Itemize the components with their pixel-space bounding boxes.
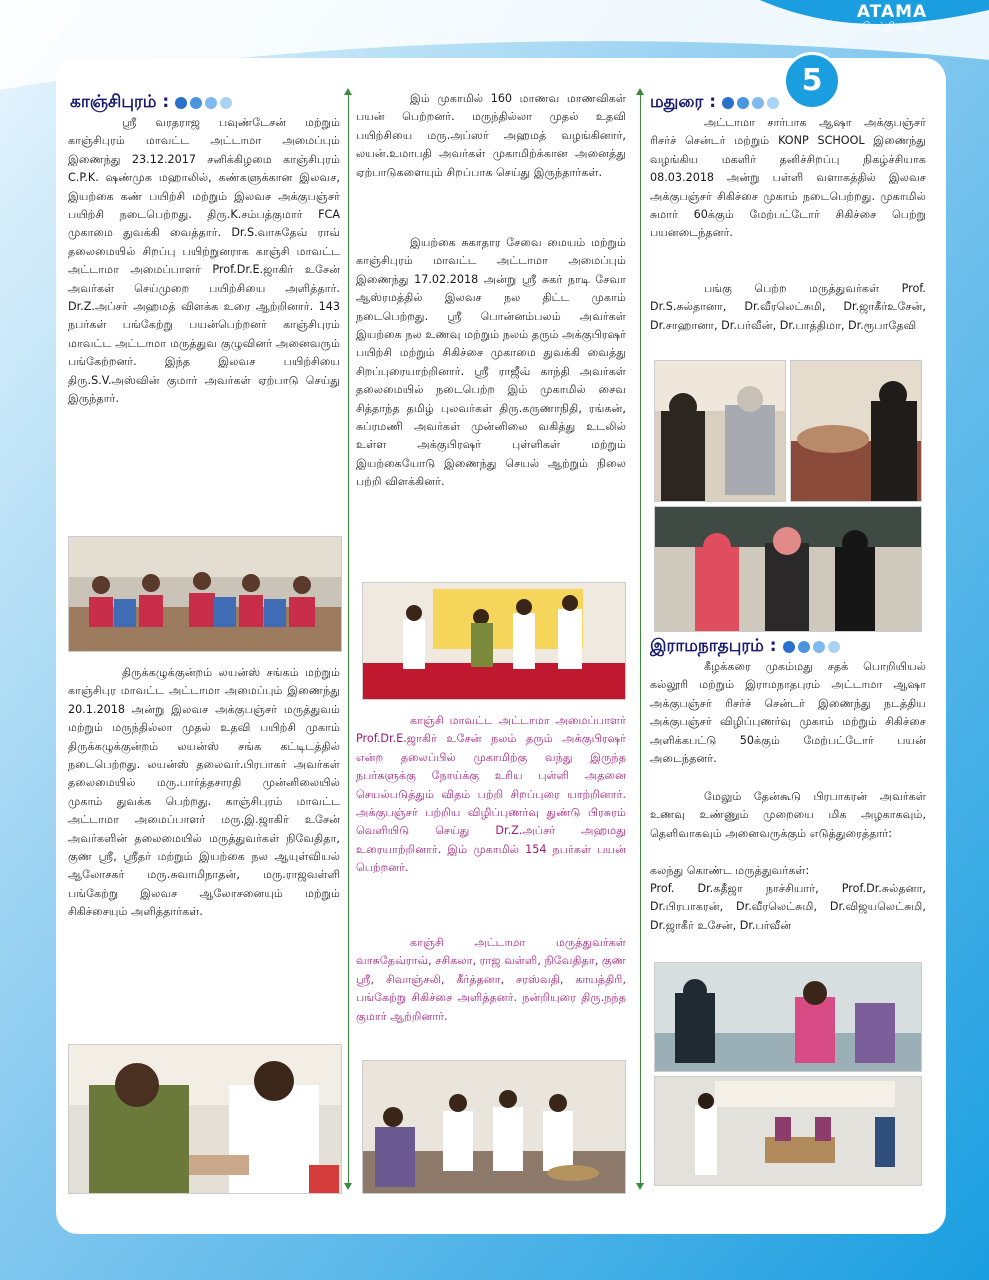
kanchipuram-paragraph-2: திருக்கழுக்குன்றம் லயன்ஸ் சங்கம் மற்றும் காஞ்சிபுர மாவட்ட அட்டாமா அமைப்பும் இணைந்து 20.1.2018 அன்று இலவச அக்குபஞ்சர் மருத்துவம் மற்றும் மருந்தில்லா முதல் உதவி பயிற்சி முகாம் திருக்கழுக்குன்றம் லயன்ஸ் சங்க கட்டிடத்தில் நடைபெற்றது. லயன்ஸ் தலைவர்.பிரபாகர் அவர்கள் தலைமையில் மரு.பார்த்தசாரதி முன்னிலையில் முகாம் துவக்க பெற்றது. காஞ்சிபுரம் மாவட்ட அட்டாமா அமைப்பாளர் மரு.இ.ஜாகிர் உசேன் அவர்களின் தலைமையில் மருத்துவர்கள் நிவேதிதா, குண ஸ்ரீ, ஸ்ரீதர் மற்றும் இயற்கை நல ஆயுள்வியல் ஆலோசகர் மரு.சுவாமிநாதன், மரு.ராஜவள்ளி பங்கேற்று இலவச ஆலோசனையும் மற்றும் சிகிச்சையும் அளித்தார்கள். [68, 666, 340, 919]
heading-madurai [650, 92, 782, 114]
ramanathapuram-paragraph-1: கீழக்கரை முகம்மது சதக் பொறியியல் கல்லூரி மற்றும் இராமநாதபுரம் அட்டாமா ஆஷா அக்குபஞ்சர் ரிசர்ச் சென்டர் இணைந்து நடத்திய அக்குபஞ்சர் விழிப்புணர்வு முகாம் மற்றும் சிகிச்சை அளிக்கபட்டு 50க்கும் மேற்பட்டோர் பயன் அடைந்தனர். [650, 660, 926, 766]
brand-tagline: செய்தி மடல் [860, 20, 924, 33]
column-divider-1 [348, 94, 349, 1184]
kanchipuram-paragraph-1: ஸ்ரீ வரதராஜ பவுண்டேசன் மற்றும் காஞ்சிபுரம் மாவட்ட அட்டாமா அமைப்பும் இணைந்து 23.12.2017 சனிக்கிழமை காஞ்சிபுரம் C.P.K. ஷண்முக மஹாலில், கண்களுக்கான இலவச, இயற்கை கண் பயிற்சி மற்றும் இலவச அக்குபஞ்சர் பயிற்சி நடைபெற்றது. திரு.K.சம்பத்குமார் FCA முகாமை துவக்கி வைத்தார். Dr.S.வாசுதேவ் ராவ் தலைமையில் சிறப்பு பயிற்றுனராக காஞ்சி மாவட்ட அட்டாமா அமைப்பாளர் Prof.Dr.E.ஜாகிர் உசேன் அவர்கள் செய்முறை பயிற்சியை அளித்தார். Dr.Z.அப்சர் அஹமத் விளக்க உரை ஆற்றினார். 143 நபர்கள் பங்கேற்று பயன்பெற்றனர் காஞ்சிபுரம் மாவட்ட அட்டாமா மருத்துவ குழுவினர் அனைவரும் பங்கேற்றனர். இந்த இலவச பயிற்சியை திரு.S.V.அஸ்வின் குமார் அவர்கள் ஏற்பாடு செய்து இருந்தார். [68, 116, 340, 406]
photo-madurai-3 [654, 506, 922, 632]
middle-paragraph-1: இம் முகாமில் 160 மாணவ மாணவிகள் பயன் பெற்றனர். மருந்தில்லா முதல் உதவி பயிற்சியை மரு.அப்ஸர் அஹமத் வழங்கினார், லயன்.உமாபதி அவர்கள் முகாமிற்க்கான அனைத்து ஏற்பாடுகளையும் சிறப்பாக செய்து இருந்தார்கள். [356, 92, 626, 179]
photo-ramanathapuram-2 [654, 1076, 922, 1186]
madurai-paragraph-1: அட்டாமா சார்பாக ஆஷா அக்குபஞ்சர் ரிசர்ச் சென்டர் மற்றும் KONP SCHOOL இணைந்து வழங்கிய மகளிர் தனிச்சிறப்பு நிகழ்ச்சியாக 08.03.2018 அன்று பள்ளி வளாகத்தில் இலவச அக்குபஞ்சர் சிகிச்சை முகாம் நடைபெற்றது. முகாமில் சுமார் 60க்கும் மேற்பட்டோர் சிகிச்சை பெற்று பயனடைந்தனர். [650, 116, 926, 240]
middle-paragraph-3: காஞ்சி மாவட்ட அட்டாமா அமைப்பாளர் Prof.Dr.E.ஜாகிர் உசேன் நலம் தரும் அக்குபிரஷர் என்ற தலைப்பில் முகாமிற்கு வந்து இருந்த நபர்களுக்கு நோய்க்கு உரிய புள்ளி அதனை செயல்படுத்தும் விதம் பற்றி சிறப்புரை யாற்றினார். அக்குபஞ்சர் பற்றிய விழிப்புணர்வு துண்டு பிரசுரம் வெளியிடு செய்து Dr.Z.அப்சர் அஹமது உரையாற்றினார். இம் முகாமில் 154 நபர்கள் பயன் பெற்றனர். [356, 714, 626, 875]
middle-paragraph-2: இயற்கை சுகாதார சேவை மையம் மற்றும் காஞ்சிபுரம் மாவட்ட அட்டாமா அமைப்பும் இணைந்து 17.02.2018 அன்று ஸ்ரீ சுகர் நாடி சேவா ஆஸ்ரமத்தில் இலவச நல திட்ட முகாம் நடைபெற்றது. ஸ்ரீ பொன்னம்பலம் அவர்கள் இயற்கை நல உணவு மற்றும் நலம் தரும் அக்குபிரஷர் பயிற்சி மற்றும் சிகிச்சை முகாமை துவக்கி வைத்து சிறப்புரையாற்றினார். ஸ்ரீ ராஜீவ் காந்தி அவர்கள் தலைமையில் நடைபெற்ற இம் முகாமில் சைவ சித்தாந்த தமிழ் புலவர்கள் திரு.கருணாநிதி, ரங்கன், சுப்ரமணி அவர்கள் முன்னிலை வகித்து உடலில் உள்ள அக்குபிரஷர் புள்ளிகள் மற்றும் இயற்கையோடு இணைந்து செயல் ஆற்றும் நிலை பற்றி விளக்கினர். [356, 236, 626, 489]
photo-ramanathapuram-1 [654, 962, 922, 1072]
madurai-paragraph-2: பங்கு பெற்ற மருத்துவர்கள் Prof. Dr.S.சுல்தானா, Dr.வீரலெட்சுமி, Dr.ஜாகீர்உசேன், Dr.சாஹானா, Dr.பர்வீன், Dr.பாத்திமா, Dr.ரூபாதேவி [650, 282, 926, 332]
newsletter-page [56, 58, 946, 1234]
photo-madurai-1 [654, 360, 786, 502]
middle-paragraph-4: காஞ்சி அட்டாமா மருத்துவர்கள் வாசுதேவ்ராவ், சசிகலா, ராஜ வள்ளி, நிவேதிதா, குண ஸ்ரீ, சிவாஞ்சலி, கீர்த்தனா, சரஸ்வதி, காயத்திரி, பங்கேற்று சிகிச்சை அளித்தனர். நன்றியுரை திரு.நந்த குமார் ஆற்றினார். [356, 936, 626, 1023]
ramanathapuram-paragraph-2: மேலும் தேன்கூடு பிரபாகரன் அவர்கள் உணவு உண்ணும் முறையை மிக அழகாகவும், தெளிவாகவும் அனைவருக்கும் எடுத்துரைத்தார்: [650, 790, 926, 840]
heading-dots-icon [175, 97, 235, 109]
photo-kanchipuram-treatment [68, 1044, 342, 1194]
heading-madurai-text: மதுரை : [650, 92, 717, 112]
brand-badge [817, 2, 967, 46]
page-number: 5 [783, 52, 841, 110]
photo-middle-doctors [362, 1060, 626, 1194]
photo-kanchipuram-audience [68, 536, 342, 652]
photo-madurai-2 [790, 360, 922, 502]
heading-dots-icon [722, 97, 782, 109]
ramanathapuram-paragraph-3: கலந்து கொண்ட மருத்துவர்கள்: [650, 864, 810, 877]
heading-kanchipuram-text: காஞ்சிபுரம் : [70, 92, 170, 112]
brand-name: ATAMA [856, 2, 928, 22]
heading-ramanathapuram-text: இராமநாதபுரம் : [650, 636, 777, 656]
ramanathapuram-paragraph-4: Prof. Dr.கதீஜா நாச்சியார், Prof.Dr.சுல்தனா, Dr.பிரபாகரன், Dr.வீரலெட்சுமி, Dr.விஜயலெட்சுமி, Dr.ஜாகீர் உசேன், Dr.பர்வீன் [650, 882, 926, 932]
heading-ramanathapuram [650, 636, 843, 658]
photo-middle-camp [362, 582, 626, 700]
column-divider-2 [640, 94, 641, 1184]
heading-kanchipuram [70, 92, 235, 114]
heading-dots-icon [783, 641, 843, 653]
